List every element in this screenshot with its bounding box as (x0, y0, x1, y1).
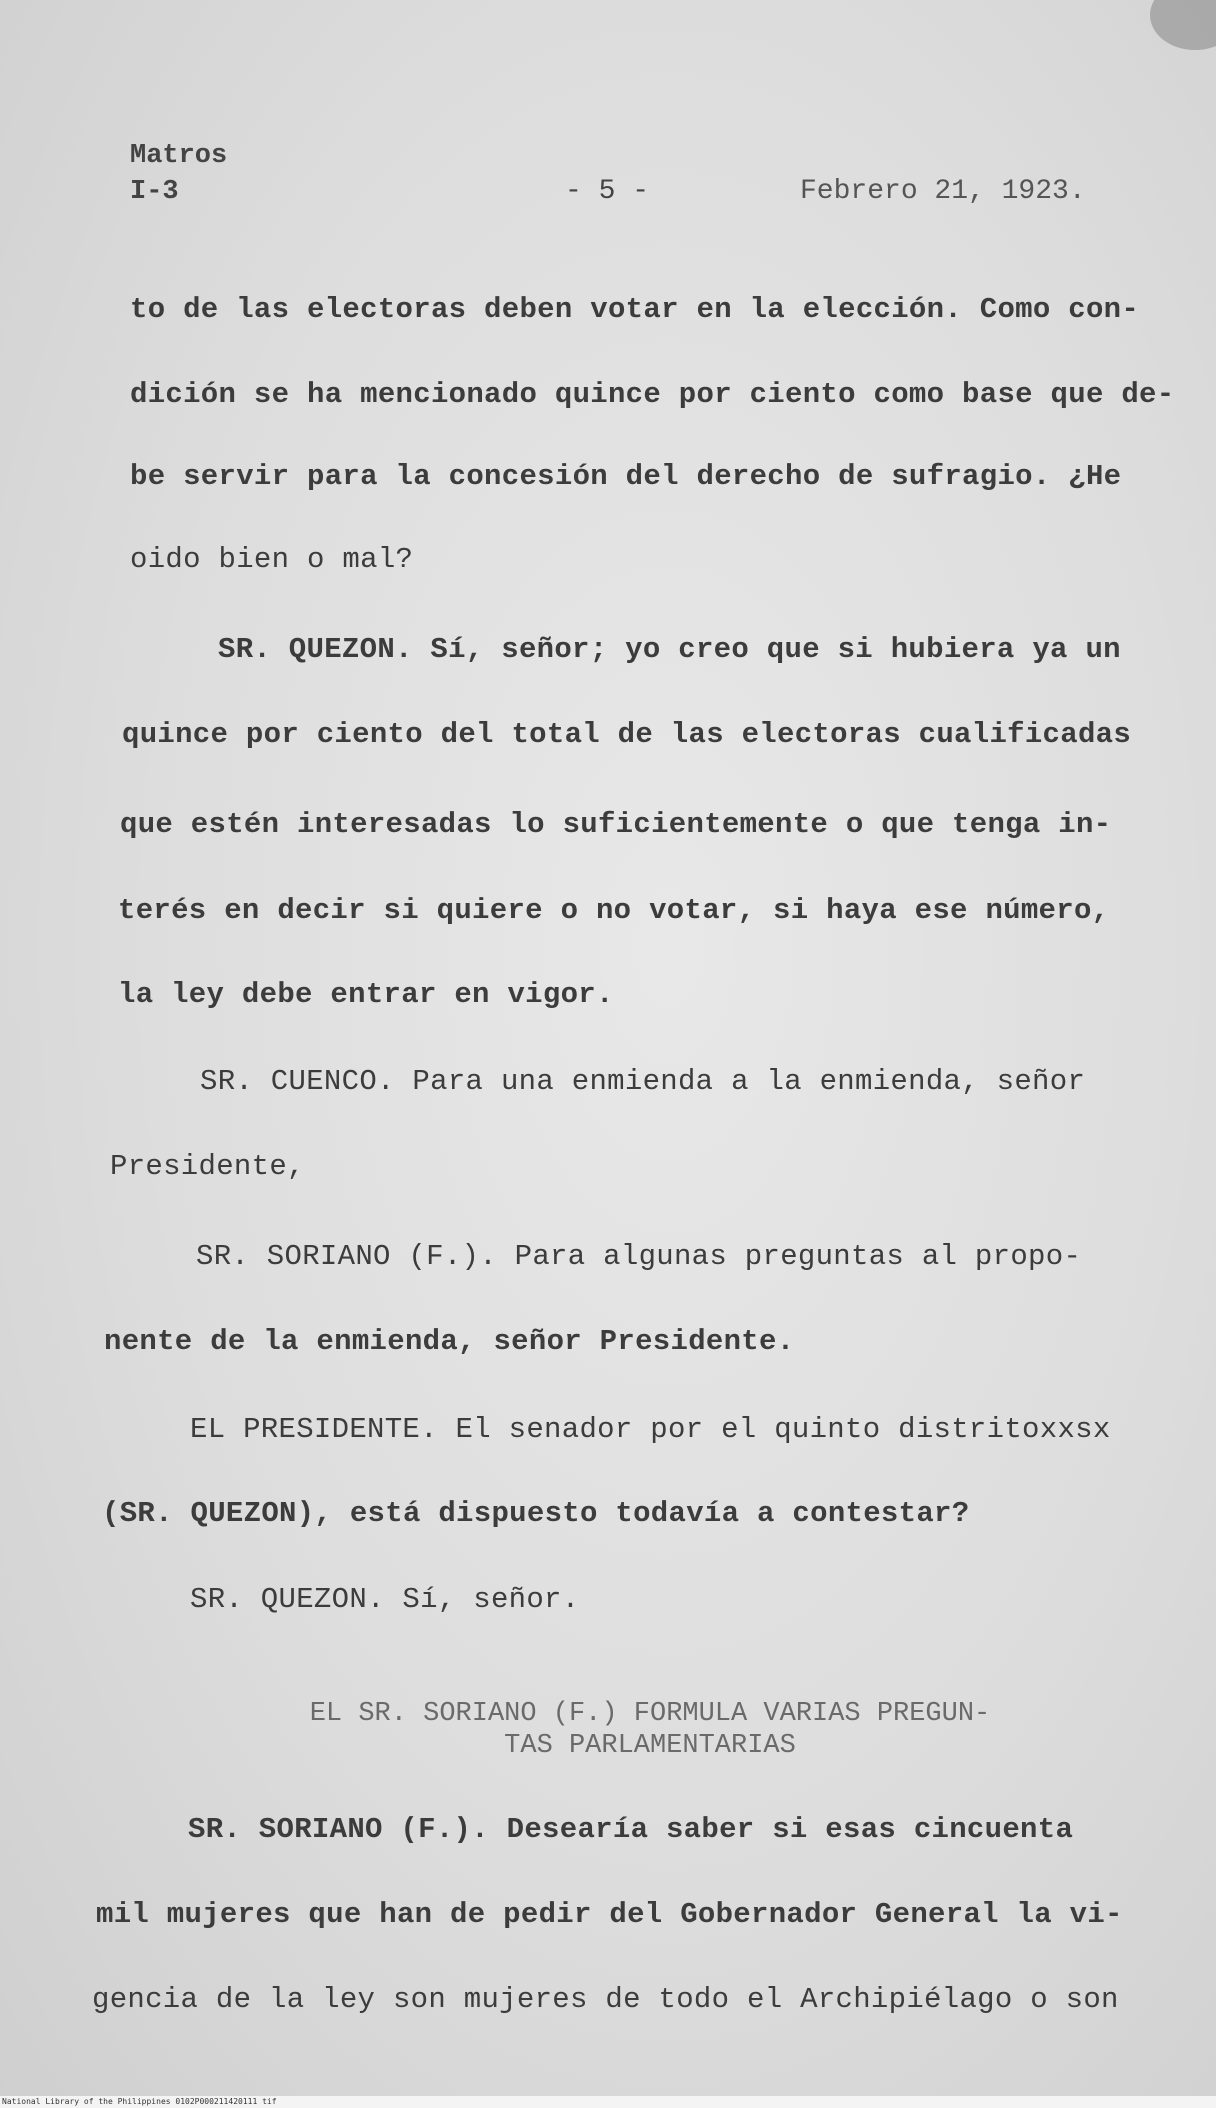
text-line: EL PRESIDENTE. El senador por el quinto distritoxxsx (190, 1413, 1111, 1446)
text-line: gencia de la ley son mujeres de todo el Archipiélago o son (92, 1983, 1119, 2016)
document-code: I-3 (130, 177, 179, 207)
text-line: SR. SORIANO (F.). Desearía saber si esas cincuenta (188, 1813, 1074, 1846)
author-label: Matros (130, 141, 228, 171)
text-line: la ley debe entrar en vigor. (118, 978, 614, 1011)
text-line: terés en decir si quiere o no votar, si haya ese número, (118, 894, 1110, 927)
text-line: mil mujeres que han de pedir del Gobernador General la vi- (96, 1898, 1123, 1931)
text-line: SR. SORIANO (F.). Para algunas preguntas al propo- (196, 1240, 1082, 1273)
text-line: oido bien o mal? (130, 543, 414, 576)
text-line: SR. QUEZON. Sí, señor; yo creo que si hubiera ya un (218, 633, 1121, 666)
text-line: be servir para la concesión del derecho de sufragio. ¿He (130, 460, 1122, 493)
page-number: - 5 - (565, 176, 650, 207)
text-line: nente de la enmienda, señor Presidente. (104, 1325, 795, 1358)
section-heading-line: EL SR. SORIANO (F.) FORMULA VARIAS PREGUN- (309, 1699, 991, 1729)
text-line: SR. QUEZON. Sí, señor. (190, 1583, 580, 1616)
text-line: dición se ha mencionado quince por ciento como base que de- (130, 378, 1175, 411)
header-left (130, 138, 227, 210)
section-heading (250, 1698, 1050, 1762)
scan-footer: National Library of the Philippines 0102P000211420111 tif (0, 2096, 1216, 2108)
text-line: que estén interesadas lo suficientemente o que tenga in- (120, 808, 1112, 841)
text-line: SR. CUENCO. Para una enmienda a la enmienda, señor (200, 1065, 1086, 1098)
document-date: Febrero 21, 1923. (800, 176, 1086, 207)
text-line: quince por ciento del total de las electoras cualificadas (122, 718, 1132, 751)
text-line: (SR. QUEZON), está dispuesto todavía a contestar? (102, 1497, 970, 1530)
corner-stain (1150, 0, 1216, 50)
text-line: Presidente, (110, 1150, 305, 1183)
section-heading-line: TAS PARLAMENTARIAS (504, 1731, 796, 1761)
text-line: to de las electoras deben votar en la elección. Como con- (130, 293, 1140, 326)
